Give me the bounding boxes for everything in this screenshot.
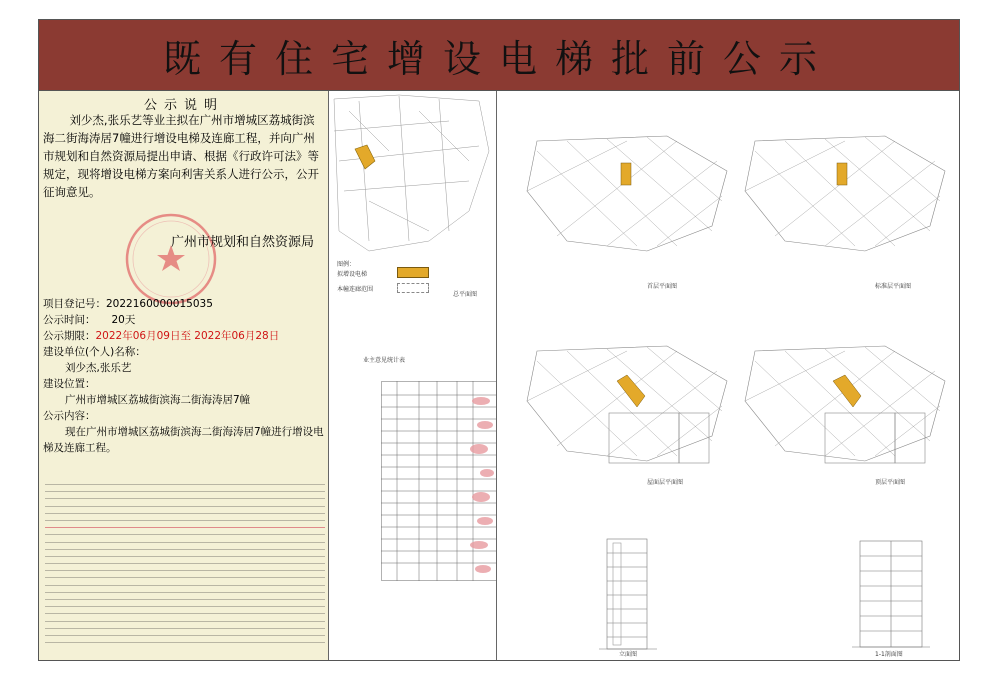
legend-corridor-swatch <box>397 283 429 293</box>
legend-corridor-label: 本幢连廊范围 <box>337 286 374 293</box>
period-label: 公示时间： <box>43 314 96 326</box>
notice-title: 公示说明 <box>143 98 224 113</box>
title-bar <box>39 20 959 91</box>
notice-panel <box>39 91 329 660</box>
dates-value: 2022年06月09日至 2022年06月28日 <box>95 330 280 342</box>
plan-caption-4: 顶层平面图 <box>875 479 906 486</box>
consent-table <box>381 381 505 581</box>
fine-print-notes <box>45 484 325 649</box>
dates-row <box>43 328 326 344</box>
project-fields <box>43 296 326 456</box>
page-title: 既有住宅增设电梯批前公示 <box>162 36 835 81</box>
legend-elevator-label: 拟增设电梯 <box>337 271 368 278</box>
section-caption: 1-1剖面图 <box>875 651 903 658</box>
project-no: 2022160000015035 <box>106 298 213 310</box>
drawings-panel <box>497 91 959 660</box>
content-value: 现在广州市增城区荔城街滨海二街海涛居7幢进行增设电梯及连廊工程。 <box>43 426 324 454</box>
legend-title: 图例： <box>337 261 356 268</box>
elevator-location-marker <box>355 145 375 169</box>
plan-caption-2: 标准层平面图 <box>875 283 912 290</box>
dates-label: 公示期限： <box>43 330 96 342</box>
official-seal <box>123 211 219 307</box>
consent-table-title: 业主意见统计表 <box>363 357 406 364</box>
location-value: 广州市增城区荔城街滨海二街海涛居7幢 <box>65 394 251 406</box>
site-plan-panel <box>329 91 497 660</box>
legend-elevator-swatch <box>397 267 429 278</box>
elevation-caption: 立面图 <box>619 651 638 658</box>
architectural-drawings <box>497 91 959 660</box>
issuing-bureau: 广州市规划和自然资源局 <box>171 235 315 250</box>
applicant-value: 刘少杰,张乐艺 <box>65 362 132 374</box>
content-label: 公示内容： <box>43 410 96 422</box>
applicant-label: 建设单位(个人)名称： <box>43 346 146 358</box>
site-plan-caption: 总平面图 <box>453 291 478 298</box>
project-no-label: 项目登记号： <box>43 298 106 310</box>
project-no-row <box>43 296 326 312</box>
period-value: 20天 <box>111 314 136 326</box>
location-label: 建设位置： <box>43 378 96 390</box>
plan-caption-1: 首层平面图 <box>647 283 678 290</box>
notice-body: 刘少杰,张乐艺等业主拟在广州市增城区荔城街滨海二街海涛居7幢进行增设电梯及连廊工程，并向广州市规划和自然资源局提出申请、根据《行政许可法》等规定，现将增设电梯方案向利害关系人进行公示，公开征询意见。 <box>43 113 319 199</box>
period-row <box>43 312 326 328</box>
notice-board <box>38 19 960 661</box>
plan-caption-3: 屋面层平面图 <box>647 479 684 486</box>
